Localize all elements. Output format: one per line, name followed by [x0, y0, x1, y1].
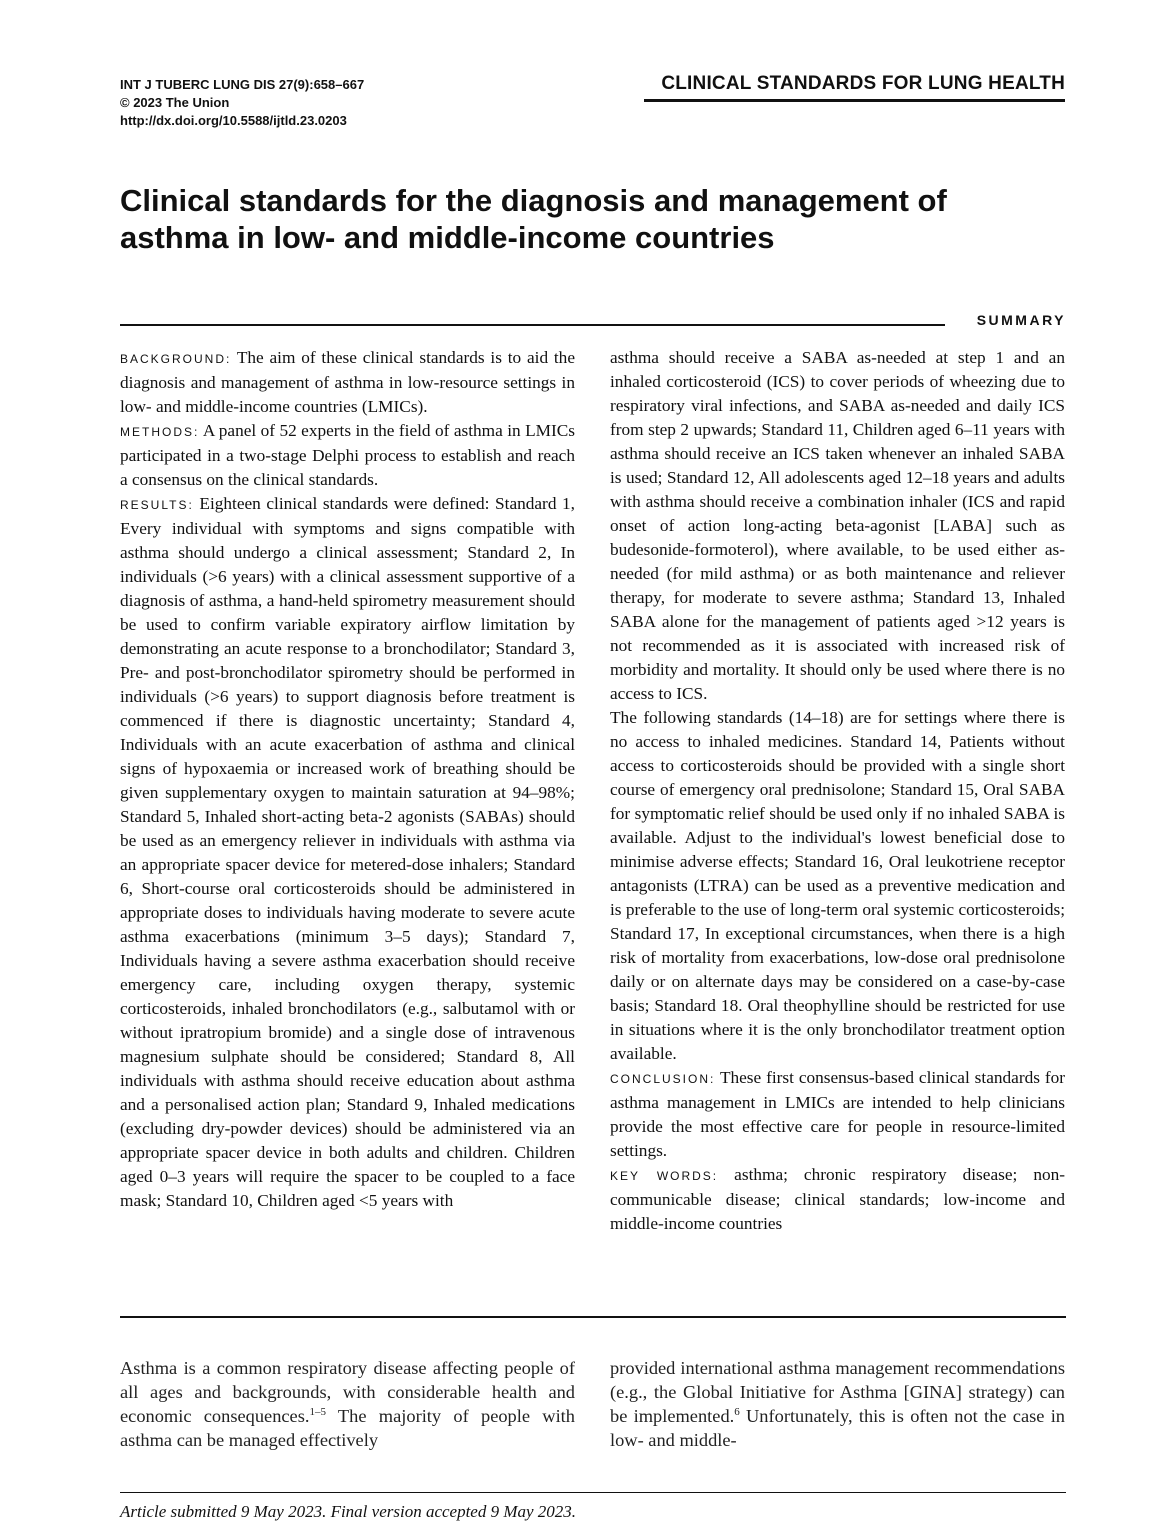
abstract-background — [120, 346, 575, 419]
reference-1-5[interactable]: 1–5 — [309, 1405, 326, 1418]
summary-rule — [120, 324, 945, 326]
body-right-text: provided international asthma management recommendations (e.g., the Global Initiative for Asthma [GINA] strategy) can be implemented. — [610, 1358, 1065, 1426]
keywords-label: KEY WORDS: — [610, 1169, 719, 1183]
abstract-conclusion — [610, 1066, 1065, 1163]
journal-citation: INT J TUBERC LUNG DIS 27(9):658–667 — [120, 77, 365, 92]
summary-label: SUMMARY — [976, 312, 1066, 328]
methods-text: A panel of 52 experts in the field of asthma in LMICs participated in a two-stage Delphi process to establish and reach a consensus on the clinical standards. — [120, 421, 575, 489]
results-label: RESULTS: — [120, 498, 194, 512]
journal-meta — [120, 76, 364, 130]
body-column-right — [610, 1356, 1065, 1452]
results-continued: asthma should receive a SABA as-needed at step 1 and an inhaled corticosteroid (ICS) to cover periods of wheezing due to respiratory viral infections, and SABA as-needed and daily ICS from step 2 upwards; Standard 11, Children aged 6–11 years with asthma should receive an ICS taken whenever an inhaled SABA is used; Standard 12, All adolescents aged 12–18 years and adults with asthma should receive a combination inhaler (ICS and rapid onset of action long-acting beta-agonist [LABA] such as budesonide-formoterol), where available, to be used either as-needed (for mild asthma) or as both maintenance and reliever therapy, for moderate to severe asthma; Standard 13, Inhaled SABA alone for the management of patients aged >12 years is not recommended as it is associated with increased risk of morbidity and mortality. It should only be used where there is no access to ICS. — [610, 348, 1065, 703]
submission-note: Article submitted 9 May 2023. Final version accepted 9 May 2023. — [120, 1502, 577, 1521]
abstract-methods — [120, 419, 575, 492]
reference-6[interactable]: 6 — [734, 1405, 740, 1418]
footer-rule — [120, 1492, 1066, 1493]
body-left-text-after: The majority of people with asthma can be managed effectively — [120, 1406, 575, 1450]
conclusion-text: These first consensus-based clinical standards for asthma management in LMICs are intended to help clinicians provide the most effective care for people in resource-limited settings. — [610, 1068, 1065, 1160]
abstract-results — [120, 492, 575, 1213]
conclusion-label: CONCLUSION: — [610, 1072, 716, 1086]
abstract-keywords — [610, 1163, 1065, 1236]
abstract-column-right — [610, 346, 1065, 1236]
body-right-text-after: Unfortunately, this is often not the case in low- and middle- — [610, 1406, 1065, 1450]
body-column-left — [120, 1356, 575, 1452]
abstract-following-standards: The following standards (14–18) are for settings where there is no access to inhaled medicines. Standard 14, Patients without access to corticosteroids should be provided with a single short course of emergency oral prednisolone; Standard 15, Oral SABA for symptomatic relief should be used only if no inhaled SABA is available. Adjust to the individual's lowest beneficial dose to minimise adverse effects; Standard 16, Oral leukotriene receptor antagonists (LTRA) can be used as a preventive medication and is preferable to the use of long-term oral systemic corticosteroids; Standard 17, In exceptional circumstances, when there is a high risk of mortality from exacerbations, low-dose oral prednisolone daily or on alternate days may be considered on a case-by-case basis; Standard 18. Oral theophylline should be restricted for use in situations where it is the only bronchodilator treatment option available. — [610, 708, 1065, 1063]
body-left-text: Asthma is a common respiratory disease affecting people of all ages and backgrounds, with considerable health and economic consequences. — [120, 1358, 575, 1426]
title-line-2: asthma in low- and middle-income countries — [120, 220, 775, 255]
section-label: CLINICAL STANDARDS FOR LUNG HEALTH — [644, 73, 1065, 102]
methods-label: METHODS: — [120, 425, 200, 439]
background-text: The aim of these clinical standards is to aid the diagnosis and management of asthma in low-resource settings in low- and middle-income countries (LMICs). — [120, 348, 575, 416]
background-label: BACKGROUND: — [120, 352, 232, 366]
journal-doi[interactable]: http://dx.doi.org/10.5588/ijtld.23.0203 — [120, 113, 347, 128]
abstract-column-left — [120, 346, 575, 1213]
keywords-text: asthma; chronic respiratory disease; non-communicable disease; clinical standards; low-income and middle-income countries — [610, 1165, 1065, 1233]
article-title — [120, 182, 1020, 256]
title-line-1: Clinical standards for the diagnosis and management of — [120, 183, 947, 218]
results-text-left: Eighteen clinical standards were defined: Standard 1, Every individual with symptoms and signs compatible with asthma should undergo a clinical assessment; Standard 2, In individuals (>6 years) with a clinical assessment supportive of a diagnosis of asthma, a hand-held spirometry measurement should be used to confirm variable expiratory airflow limitation by demonstrating an acute response to a bronchodilator; Standard 3, Pre- and post-bronchodilator spirometry should be performed in individuals (>6 years) to support diagnosis before treatment is commenced if there is diagnostic uncertainty; Standard 4, Individuals with an acute exacerbation of asthma and clinical signs of hypoxaemia or increased work of breathing should be given supplementary oxygen to maintain saturation at 94–98%; Standard 5, Inhaled short-acting beta-2 agonists (SABAs) should be used as an emergency reliever in individuals with asthma via an appropriate spacer device for metered-dose inhalers; Standard 6, Short-course oral corticosteroids should be administered in appropriate doses to individuals having moderate to severe acute asthma exacerbations (minimum 3–5 days); Standard 7, Individuals having a severe asthma exacerbation should receive emergency care, including oxygen therapy, systemic corticosteroids, inhaled bronchodilators (e.g., salbutamol with or without ipratropium bromide) and a single dose of intravenous magnesium sulphate should be considered; Standard 8, All individuals with asthma should receive education about asthma and a personalised action plan; Standard 9, Inhaled medications (excluding dry-powder devices) should be administered via an appropriate spacer device in both adults and children. Children aged 0–3 years will require the spacer to be coupled to a face mask; Standard 10, Children aged <5 years with — [120, 494, 575, 1210]
journal-copyright: © 2023 The Union — [120, 95, 230, 110]
abstract-end-rule — [120, 1316, 1066, 1318]
